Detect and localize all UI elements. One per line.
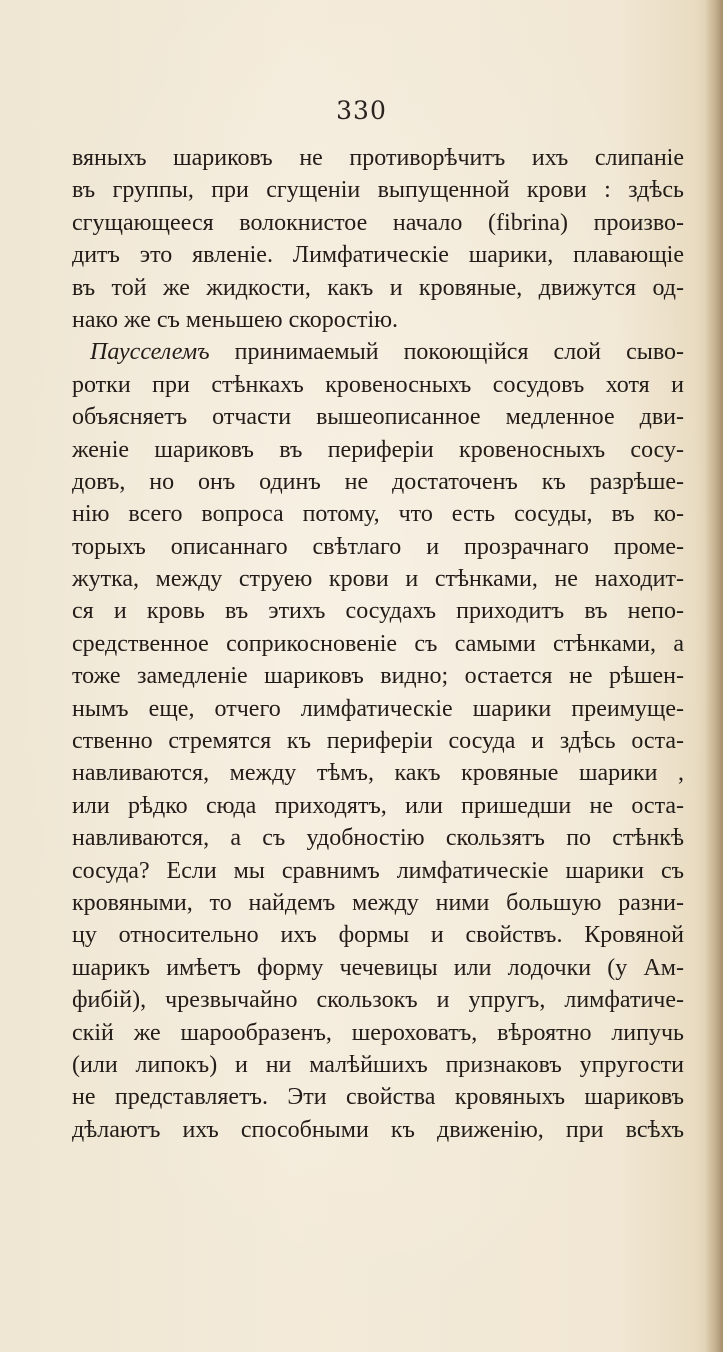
text-line: вяныхъ шариковъ не противорѣчитъ ихъ слипаніе (72, 145, 684, 171)
text-line: цу относительно ихъ формы и свойствъ. Кровяной (72, 922, 684, 949)
text-line: кровяными, то найдемъ между ними большую разни- (72, 889, 684, 916)
text-line: нію всего вопроса потому, что есть сосуды, въ ко- (72, 501, 684, 528)
page-number: 330 (336, 96, 387, 125)
text-line: скій же шарообразенъ, шероховатъ, вѣроятно липучь (72, 1019, 684, 1046)
text-line: или рѣдко сюда приходятъ, или пришедши не оста- (72, 792, 684, 819)
text-line: дитъ это явленіе. Лимфатическіе шарики, плавающіе (72, 242, 684, 269)
text-line: въ той же жидкости, какъ и кровяные, движутся од- (72, 274, 684, 301)
page-edge-shadow (705, 0, 723, 1352)
text-line: ственно стремятся къ периферіи сосуда и здѣсь оста- (72, 728, 684, 755)
text-line: средственное соприкосновеніе съ самыми стѣнками, а (72, 630, 684, 657)
text-line: довъ, но онъ одинъ не достаточенъ къ разрѣше- (72, 468, 684, 495)
paragraph-first-line (72, 336, 684, 368)
text-line: нако же съ меньшею скоростію. (72, 306, 399, 333)
text-line: фибій), чрезвычайно скользокъ и упругъ, лимфатиче- (72, 987, 684, 1014)
text-line-rest: принимаемый покоющійся слой сыво- (234, 339, 685, 366)
text-line: (или липокъ) и ни малѣйшихъ признаковъ упругости (72, 1051, 684, 1078)
text-line: навливаются, а съ удобностію скользятъ по стѣнкѣ (72, 825, 684, 852)
text-line: ся и кровь въ этихъ сосудахъ приходитъ въ непо- (72, 598, 684, 625)
text-line: сгущающееся волокнистое начало (fibrina) произво- (72, 209, 684, 236)
text-line: жутка, между струею крови и стѣнками, не находит- (72, 566, 684, 593)
text-line: дѣлаютъ ихъ способными къ движенію, при всѣхъ (72, 1116, 684, 1143)
text-line: объясняетъ отчасти вышеописанное медленное дви- (72, 404, 684, 431)
text-line: не представляетъ. Эти свойства кровяныхъ шариковъ (72, 1084, 684, 1111)
text-line: ротки при стѣнкахъ кровеносныхъ сосудовъ хотя и (72, 371, 684, 398)
text-line: женіе шариковъ въ периферіи кровеносныхъ сосу- (72, 436, 684, 463)
text-line: сосуда? Если мы сравнимъ лимфатическіе шарики съ (72, 857, 684, 884)
body-text (72, 142, 684, 1146)
text-line: навливаются, между тѣмъ, какъ кровяные шарики , (72, 760, 684, 787)
text-line: шарикъ имѣетъ форму чечевицы или лодочки (у Ам- (72, 954, 684, 981)
text-line: нымъ еще, отчего лимфатическіе шарики преимуще- (72, 695, 684, 722)
italic-author-name: Паусселемъ (90, 339, 210, 366)
text-line: въ группы, при сгущеніи выпущенной крови : здѣсь (72, 177, 684, 204)
text-line: тоже замедленіе шариковъ видно; остается не рѣшен- (72, 663, 684, 690)
text-line: торыхъ описаннаго свѣтлаго и прозрачнаго проме- (72, 533, 684, 560)
